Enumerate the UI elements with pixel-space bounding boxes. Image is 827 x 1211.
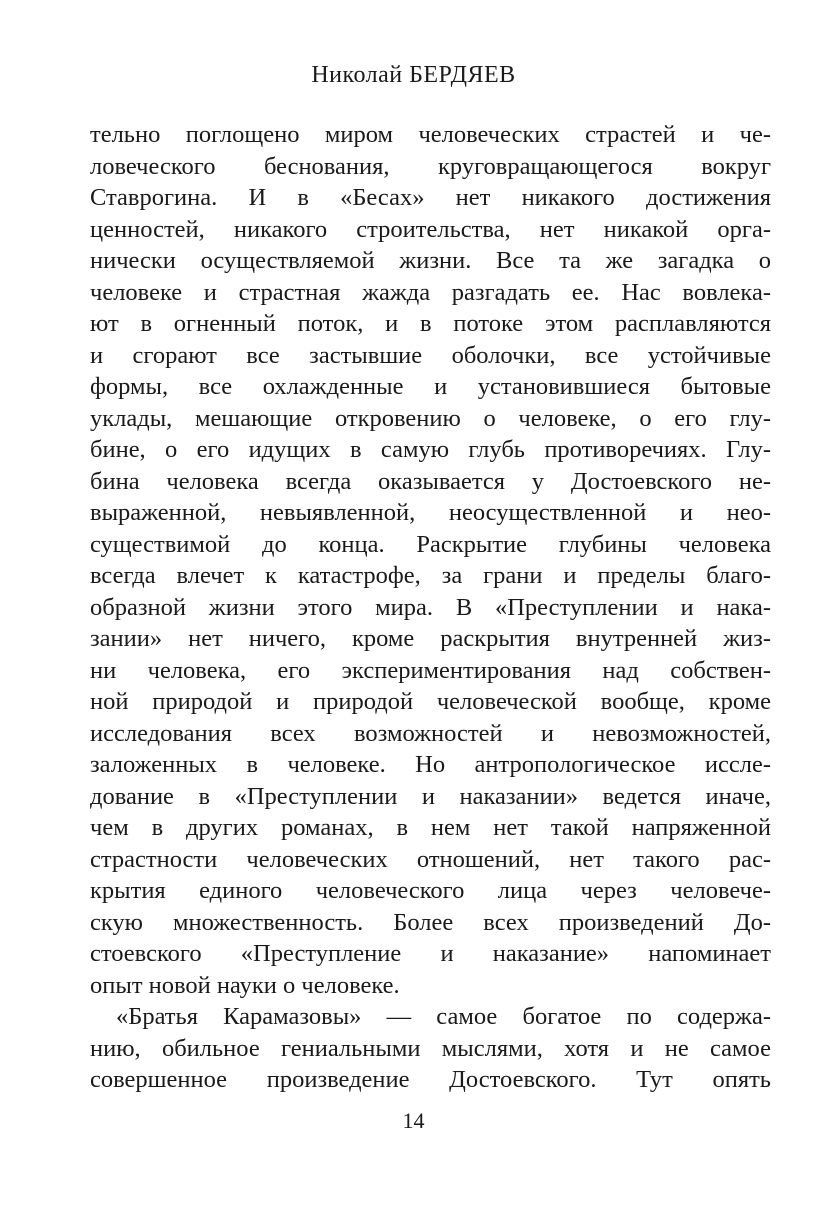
page-number: 14 bbox=[402, 1108, 425, 1133]
text-line: «Братья Карамазовы» — самое богатое по содержа- bbox=[116, 1003, 771, 1030]
text-line: нию, обильное гениальными мыслями, хотя и не самое bbox=[90, 1034, 771, 1062]
text-line: бине, о его идущих в самую глубь противоречиях. Глу- bbox=[90, 436, 771, 463]
text-line: опыт новой науки о человеке. bbox=[90, 971, 400, 999]
text-line: скую множественность. Более всех произведений До- bbox=[90, 908, 771, 936]
text-line: выраженной, невыявленной, неосуществленной и нео- bbox=[90, 499, 771, 526]
text-line: существимой до конца. Раскрытие глубины человека bbox=[90, 530, 771, 558]
text-line: формы, все охлажденные и установившиеся бытовые bbox=[90, 373, 771, 400]
text-line: ной природой и природой человеческой вообще, кроме bbox=[90, 688, 771, 715]
text-line: тельно поглощено миром человеческих страстей и че- bbox=[90, 121, 771, 148]
text-line: ют в огненный поток, и в потоке этом расплавляются bbox=[90, 310, 771, 337]
running-header: Николай БЕРДЯЕВ bbox=[311, 62, 516, 88]
text-line: страстности человеческих отношений, нет такого рас- bbox=[90, 845, 771, 873]
text-line: стоевского «Преступление и наказание» напоминает bbox=[90, 940, 771, 967]
text-line: человеке и страстная жажда разгадать ее. Нас вовлека- bbox=[90, 278, 771, 306]
text-line: бина человека всегда оказывается у Достоевского не- bbox=[90, 467, 771, 495]
text-line: совершенное произведение Достоевского. Тут опять bbox=[90, 1066, 771, 1093]
text-line: образной жизни этого мира. В «Преступлении и нака- bbox=[90, 593, 771, 621]
text-line: зании» нет ничего, кроме раскрытия внутренней жиз- bbox=[90, 625, 771, 652]
text-line: исследования всех возможностей и невозможностей, bbox=[90, 719, 771, 747]
text-line: ловеческого беснования, круговращающегося вокруг bbox=[90, 152, 771, 180]
text-line: нически осуществляемой жизни. Все та же загадка о bbox=[90, 247, 771, 274]
body-text bbox=[90, 119, 771, 1096]
text-line: заложенных в человеке. Но антропологическое иссле- bbox=[90, 751, 771, 778]
text-line: и сгорают все застывшие оболочки, все устойчивые bbox=[90, 341, 771, 369]
text-line: дование в «Преступлении и наказании» ведется иначе, bbox=[90, 782, 771, 810]
text-line: уклады, мешающие откровению о человеке, о его глу- bbox=[90, 404, 771, 432]
text-line: ценностей, никакого строительства, нет никакой орга- bbox=[90, 215, 771, 243]
text-line: Ставрогина. И в «Бесах» нет никакого достижения bbox=[90, 184, 771, 211]
text-line: всегда влечет к катастрофе, за грани и пределы благо- bbox=[90, 562, 771, 589]
text-line: чем в других романах, в нем нет такой напряженной bbox=[90, 814, 771, 841]
text-line: ни человека, его экспериментирования над собствен- bbox=[90, 656, 771, 684]
text-line: крытия единого человеческого лица через человече- bbox=[90, 877, 771, 904]
